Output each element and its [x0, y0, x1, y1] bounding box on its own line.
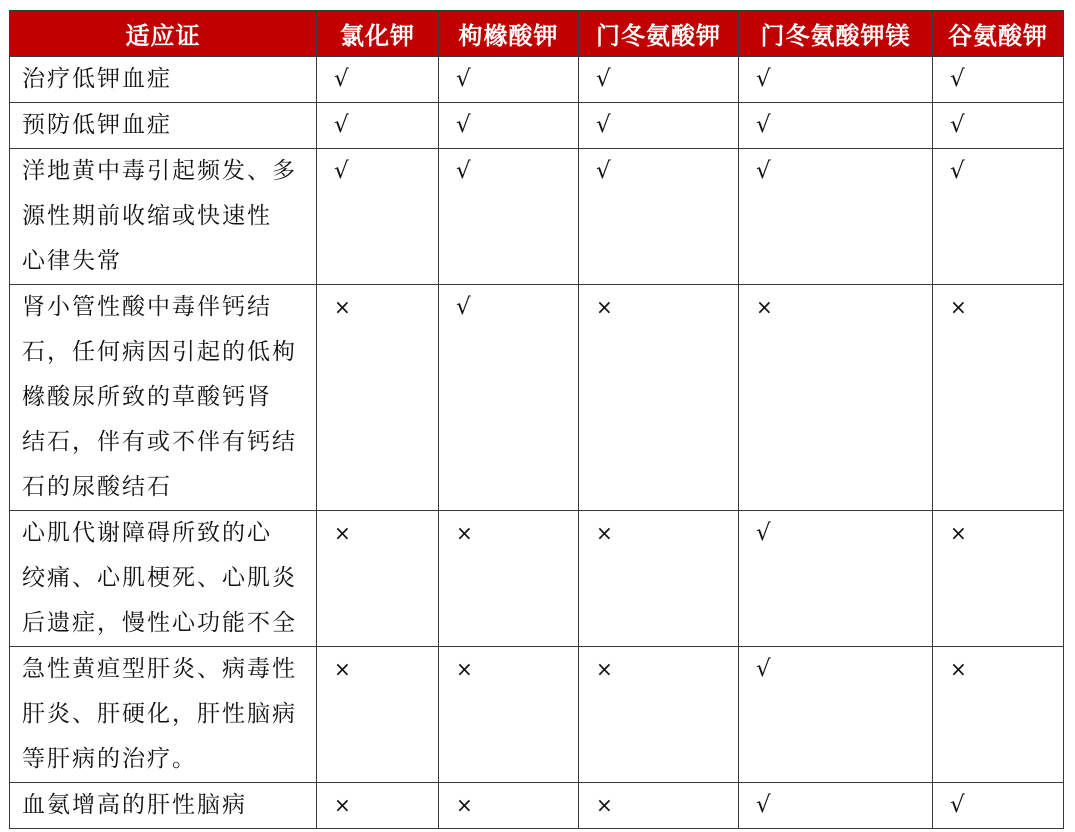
indication-line: 等肝病的治疗。 [22, 746, 197, 772]
mark-cell [317, 783, 439, 829]
indication-line: 预防低钾血症 [22, 112, 172, 138]
check-mark-icon: √ [950, 158, 965, 184]
table-row [10, 57, 1064, 103]
mark-cell [439, 149, 579, 285]
cross-mark-icon: × [456, 793, 473, 817]
check-mark-icon: √ [596, 66, 611, 92]
table-row [10, 149, 1064, 285]
table-row [10, 511, 1064, 647]
mark-cell [317, 103, 439, 149]
indication-line: 后遗症，慢性心功能不全 [22, 610, 297, 636]
indication-cell [10, 647, 317, 783]
table-row [10, 783, 1064, 829]
indication-line: 石，任何病因引起的低枸 [22, 339, 297, 365]
indication-cell [10, 149, 317, 285]
check-mark-icon: √ [456, 294, 471, 320]
header-potassium-magnesium-aspartate: 门冬氨酸钾镁 [739, 11, 933, 57]
cross-mark-icon: × [596, 793, 613, 817]
table-row [10, 647, 1064, 783]
mark-cell [439, 647, 579, 783]
mark-cell [439, 285, 579, 511]
indication-line: 绞痛、心肌梗死、心肌炎 [22, 565, 297, 591]
mark-cell [933, 647, 1064, 783]
mark-cell [317, 511, 439, 647]
mark-cell [739, 149, 933, 285]
cross-mark-icon: × [950, 521, 967, 545]
check-mark-icon: √ [756, 792, 771, 818]
cross-mark-icon: × [334, 521, 351, 545]
check-mark-icon: √ [756, 520, 771, 546]
indication-cell [10, 285, 317, 511]
check-mark-icon: √ [756, 112, 771, 138]
header-indication: 适应证 [10, 11, 317, 57]
table-body [10, 57, 1064, 829]
check-mark-icon: √ [756, 66, 771, 92]
check-mark-icon: √ [756, 158, 771, 184]
mark-cell [579, 647, 739, 783]
mark-cell [933, 285, 1064, 511]
header-potassium-aspartate: 门冬氨酸钾 [579, 11, 739, 57]
mark-cell [933, 511, 1064, 647]
mark-cell [317, 647, 439, 783]
check-mark-icon: √ [596, 158, 611, 184]
indication-line: 血氨增高的肝性脑病 [22, 792, 247, 818]
check-mark-icon: √ [950, 112, 965, 138]
mark-cell [933, 103, 1064, 149]
mark-cell [439, 57, 579, 103]
check-mark-icon: √ [596, 112, 611, 138]
mark-cell [933, 57, 1064, 103]
mark-cell [739, 511, 933, 647]
mark-cell [579, 57, 739, 103]
cross-mark-icon: × [334, 793, 351, 817]
header-potassium-chloride: 氯化钾 [317, 11, 439, 57]
mark-cell [439, 103, 579, 149]
check-mark-icon: √ [950, 792, 965, 818]
table-row [10, 103, 1064, 149]
mark-cell [579, 511, 739, 647]
check-mark-icon: √ [456, 66, 471, 92]
cross-mark-icon: × [596, 521, 613, 545]
indication-comparison-table [9, 10, 1064, 829]
cross-mark-icon: × [596, 295, 613, 319]
check-mark-icon: √ [950, 66, 965, 92]
indication-line: 洋地黄中毒引起频发、多 [22, 158, 297, 184]
indication-line: 石的尿酸结石 [22, 474, 172, 500]
check-mark-icon: √ [756, 656, 771, 682]
indication-line: 橼酸尿所致的草酸钙肾 [22, 384, 272, 410]
mark-cell [739, 103, 933, 149]
indication-line: 结石，伴有或不伴有钙结 [22, 429, 297, 455]
mark-cell [739, 57, 933, 103]
check-mark-icon: √ [334, 158, 349, 184]
check-mark-icon: √ [456, 112, 471, 138]
header-potassium-citrate: 枸橼酸钾 [439, 11, 579, 57]
indication-line: 肾小管性酸中毒伴钙结 [22, 294, 272, 320]
mark-cell [317, 285, 439, 511]
indication-cell [10, 511, 317, 647]
indication-line: 心律失常 [22, 248, 122, 274]
indication-line: 治疗低钾血症 [22, 66, 172, 92]
mark-cell [579, 285, 739, 511]
mark-cell [739, 647, 933, 783]
cross-mark-icon: × [334, 657, 351, 681]
indication-cell [10, 57, 317, 103]
cross-mark-icon: × [456, 521, 473, 545]
mark-cell [317, 149, 439, 285]
mark-cell [579, 103, 739, 149]
header-row [10, 11, 1064, 57]
cross-mark-icon: × [334, 295, 351, 319]
cross-mark-icon: × [456, 657, 473, 681]
cross-mark-icon: × [950, 295, 967, 319]
mark-cell [579, 149, 739, 285]
check-mark-icon: √ [456, 158, 471, 184]
mark-cell [933, 149, 1064, 285]
mark-cell [579, 783, 739, 829]
indication-cell [10, 103, 317, 149]
indication-cell [10, 783, 317, 829]
cross-mark-icon: × [596, 657, 613, 681]
check-mark-icon: √ [334, 66, 349, 92]
indication-line: 心肌代谢障碍所致的心 [22, 520, 272, 546]
mark-cell [317, 57, 439, 103]
check-mark-icon: √ [334, 112, 349, 138]
mark-cell [933, 783, 1064, 829]
indication-line: 肝炎、肝硬化，肝性脑病 [22, 701, 297, 727]
cross-mark-icon: × [756, 295, 773, 319]
indication-line: 源性期前收缩或快速性 [22, 203, 272, 229]
table-row [10, 285, 1064, 511]
indication-line: 急性黄疸型肝炎、病毒性 [22, 656, 297, 682]
mark-cell [739, 783, 933, 829]
mark-cell [439, 511, 579, 647]
cross-mark-icon: × [950, 657, 967, 681]
mark-cell [739, 285, 933, 511]
header-potassium-glutamate: 谷氨酸钾 [933, 11, 1064, 57]
mark-cell [439, 783, 579, 829]
